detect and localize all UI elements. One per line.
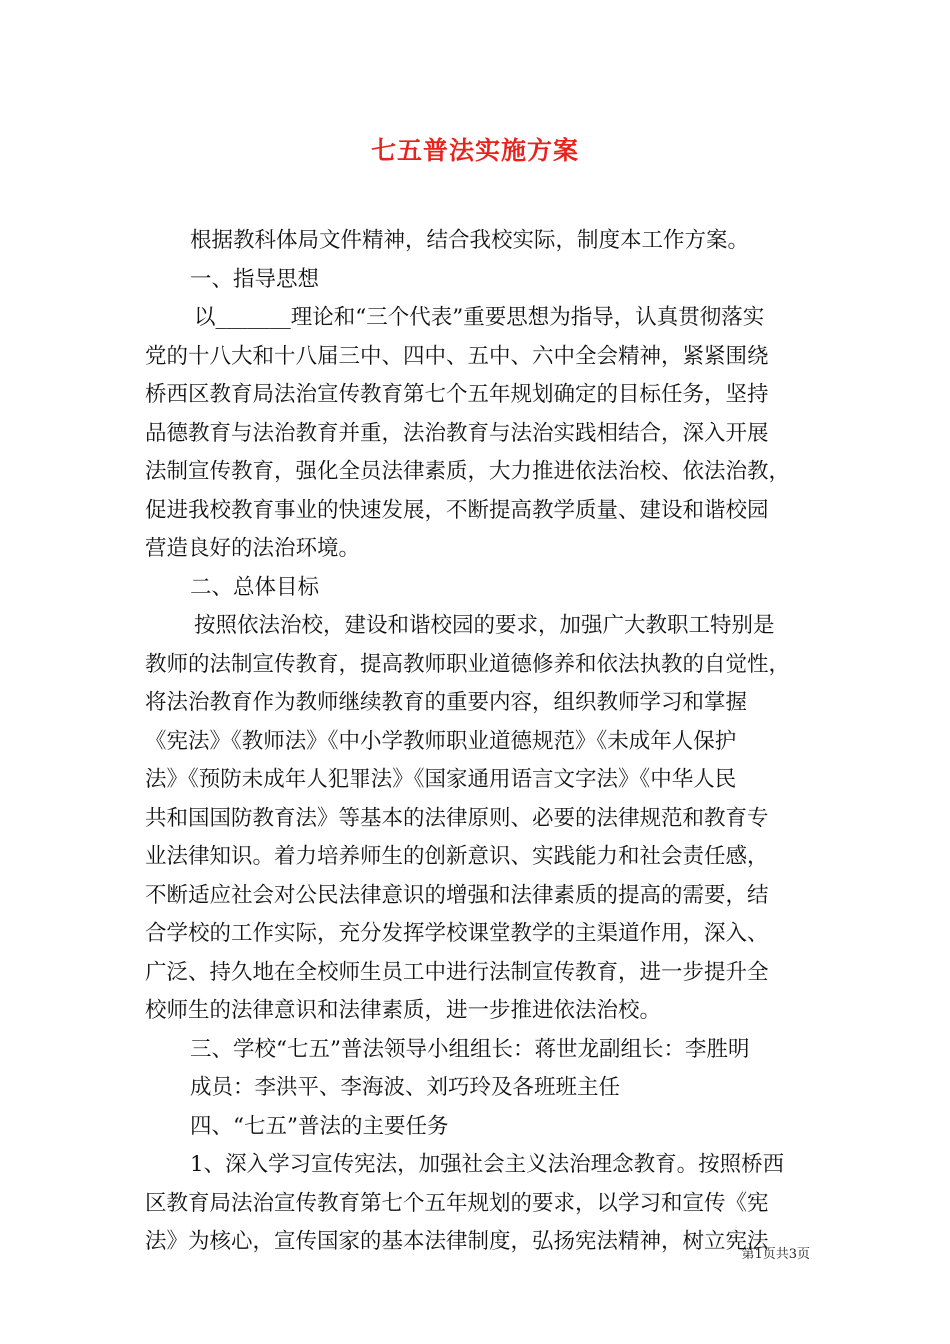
body-line: 一、指导思想 (190, 266, 320, 292)
body-line: 不断适应社会对公民法律意识的增强和法律素质的提高的需要，结 (145, 882, 769, 908)
body-line: 法制宣传教育，强化全员法律素质，大力推进依法治校、依法治教， (145, 459, 791, 484)
body-line: 业法律知识。着力培养师生的创新意识、实践能力和社会责任感， (145, 844, 769, 869)
body-line: 法》《预防未成年人犯罪法》《国家通用语言文字法》《中华人民 (145, 767, 737, 792)
body-line: 二、总体目标 (190, 574, 320, 600)
body-line: 1、深入学习宣传宪法，加强社会主义法治理念教育。按照桥西 (190, 1152, 785, 1177)
body-line: 校师生的法律意识和法律素质，进一步推进依法治校。 (145, 998, 662, 1023)
document-body (145, 222, 805, 1262)
body-line: 以_______理论和“三个代表”重要思想为指导，认真贯彻落实 (194, 305, 765, 330)
body-line: 成员：李洪平、李海波、刘巧玲及各班班主任 (190, 1075, 621, 1100)
page-footer: 第1页共3页 (741, 1247, 810, 1262)
body-line: 共和国国防教育法》等基本的法律原则、必要的法律规范和教育专 (145, 805, 769, 831)
body-line: 区教育局法治宣传教育第七个五年规划的要求，以学习和宣传《宪 (145, 1190, 769, 1216)
body-line: 广泛、持久地在全校师生员工中进行法制宣传教育，进一步提升全 (145, 959, 769, 985)
body-line: 法》为核心，宣传国家的基本法律制度，弘扬宪法精神，树立宪法 (145, 1229, 769, 1254)
document-title: 七五普法实施方案 (370, 136, 579, 165)
body-line: 根据教科体局文件精神，结合我校实际，制度本工作方案。 (190, 228, 750, 253)
body-line: 党的十八大和十八届三中、四中、五中、六中全会精神，紧紧围绕 (145, 343, 769, 369)
body-line: 品德教育与法治教育并重，法治教育与法治实践相结合，深入开展 (145, 420, 769, 446)
body-line: 合学校的工作实际，充分发挥学校课堂教学的主渠道作用，深入、 (145, 921, 769, 946)
body-line: 将法治教育作为教师继续教育的重要内容，组织教师学习和掌握 (145, 690, 748, 715)
body-line: 营造良好的法治环境。 (145, 536, 361, 561)
body-line: 桥西区教育局法治宣传教育第七个五年规划确定的目标任务，坚持 (145, 382, 769, 407)
body-line: 按照依法治校，建设和谐校园的要求，加强广大教职工特别是 (194, 613, 775, 638)
body-line: 四、“七五”普法的主要任务 (190, 1113, 449, 1139)
body-line: 《宪法》《教师法》《中小学教师职业道德规范》《未成年人保护 (145, 728, 737, 754)
body-line: 促进我校教育事业的快速发展，不断提高教学质量、建设和谐校园 (145, 497, 769, 523)
body-line: 三、学校“七五”普法领导小组组长：蒋世龙副组长：李胜明 (190, 1036, 750, 1062)
body-line: 教师的法制宣传教育，提高教师职业道德修养和依法执教的自觉性， (145, 651, 791, 677)
